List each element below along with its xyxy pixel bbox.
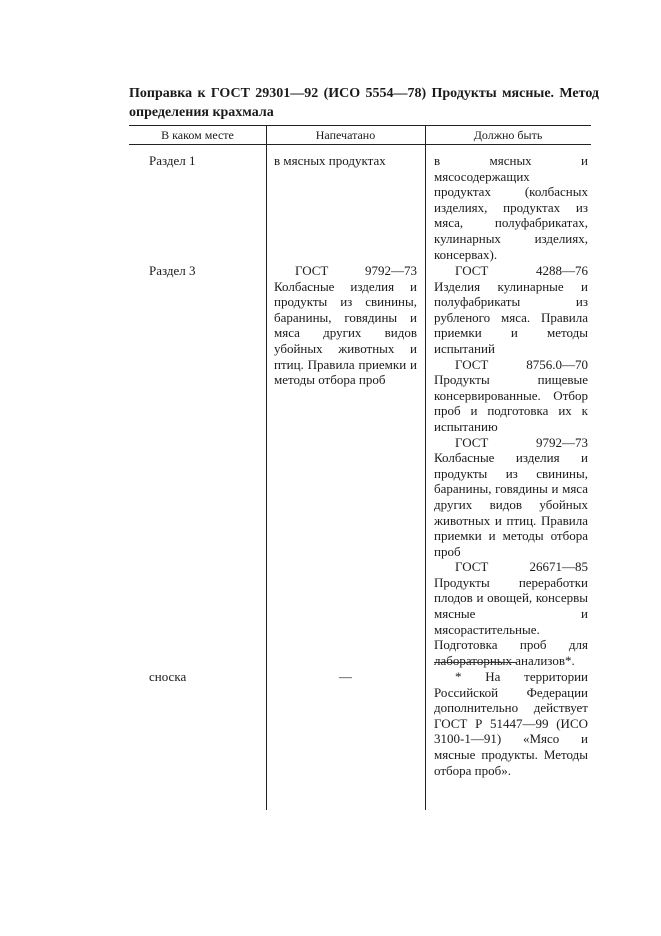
row3-printed: [266, 669, 425, 685]
row2-should-be-gost-9792: ГОСТ 9792—73 Колбасные изделия и продукты из свинины, баранины, говядины и мяса других видов убойных животных и птиц. Правила приемки и методы отбора проб: [434, 434, 588, 559]
row1-place-text: Раздел 1: [149, 153, 196, 168]
row2-printed-text: ГОСТ 9792—73 Колбасные изделия и продукты из свинины, баранины, говядины и мяса других видов убойных животных и птиц. Правила приемки и методы отбора проб: [274, 263, 417, 388]
row2-should-be: [434, 263, 588, 668]
header-should-be: Должно быть: [473, 128, 543, 142]
row2-should-be-gost-8756: ГОСТ 8756.0—70 Продукты пищевые консервированные. Отбор проб и подготовка их к испытанию: [434, 356, 588, 434]
row3-place-text: сноска: [149, 669, 187, 684]
row1-printed-text: в мясных продуктах: [274, 153, 386, 168]
column-divider-1: [266, 125, 267, 810]
amendment-title: Поправка к ГОСТ 29301—92 (ИСО 5554—78) Продукты мясные. Метод определения крахмала: [129, 86, 599, 120]
table-header-rule: [129, 144, 591, 145]
row2-should-be-gost-26671: ГОСТ 26671—85 Продукты переработки плодов и овощей, консервы мясные и мясорастительные. Подготовка проб для лабораторных анализов*.: [434, 559, 588, 668]
row2-place: [149, 263, 259, 279]
row1-place: [149, 153, 259, 169]
row2-printed: [274, 263, 417, 388]
footnote-separator: [434, 662, 517, 663]
row1-should-be-text: в мясных и мясосодержащих продуктах (колбасных изделиях, продуктах из мяса, полуфабрикатах, кулинарных изделиях, консервах).: [434, 153, 588, 262]
row2-should-be-gost-4288: ГОСТ 4288—76 Изделия кулинарные и полуфабрикаты из рубленого мяса. Правила приемки и методы испытаний: [434, 263, 588, 356]
row3-place: [149, 669, 259, 685]
row2-place-text: Раздел 3: [149, 263, 196, 278]
row1-printed: [274, 153, 417, 169]
row1-should-be: [434, 153, 588, 262]
row3-should-be: [434, 669, 588, 778]
table-top-rule: [129, 125, 591, 126]
header-printed: Напечатано: [315, 128, 376, 142]
column-divider-2: [425, 125, 426, 810]
row3-printed-dash: —: [339, 669, 352, 684]
header-place: В каком месте: [161, 128, 234, 142]
row3-footnote-text: * На территории Российской Федерации дополнительно действует ГОСТ Р 51447—99 (ИСО 3100-1—91) «Мясо и мясные продукты. Методы отбора проб».: [434, 669, 588, 778]
